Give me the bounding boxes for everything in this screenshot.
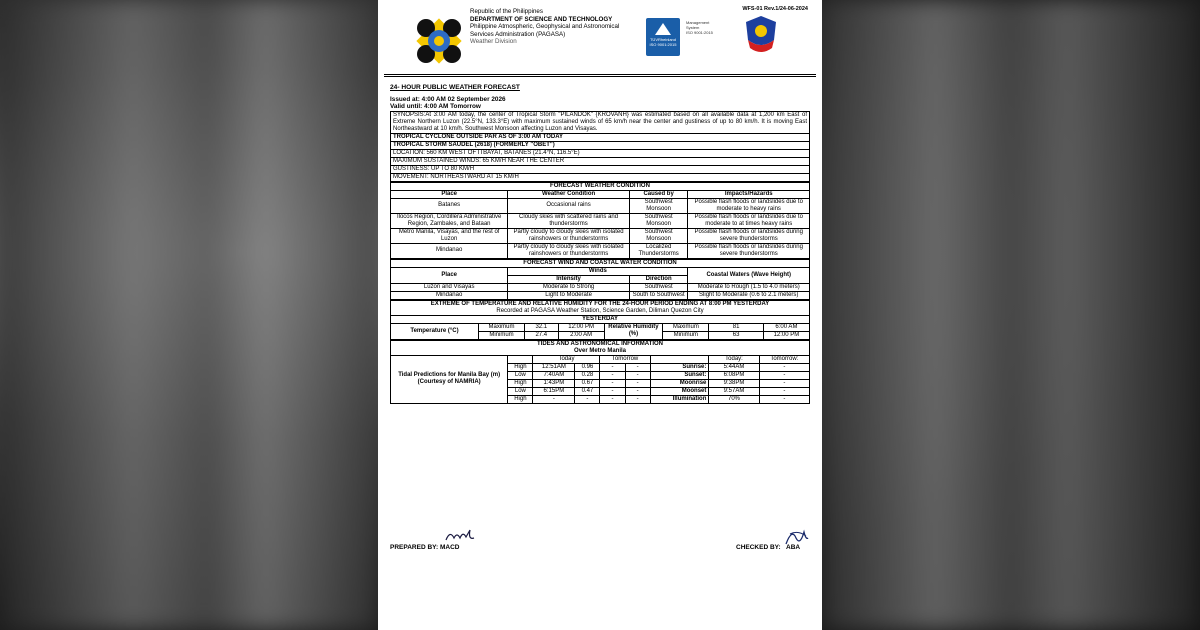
table-row <box>391 243 810 258</box>
tide-tom-time: - <box>600 395 625 403</box>
astro-today: 9:38PM <box>709 379 759 387</box>
tide-type: High <box>508 395 533 403</box>
tide-today-header: Today <box>533 355 600 363</box>
tide-height: - <box>575 395 600 403</box>
astro-today-header: Today: <box>709 355 759 363</box>
temperature-label: Temperature (°C) <box>391 323 479 339</box>
cell-weather: Cloudy skies with scattered rains and thunderstorms <box>508 213 630 228</box>
cell-impact: Possible flash floods or landslides during severe thunderstorms <box>688 243 810 258</box>
astro-today: 5:44AM <box>709 363 759 371</box>
wind-col-coastal: Coastal Waters (Wave Height) <box>688 267 810 283</box>
rh-max-value: 81 <box>709 323 763 331</box>
checked-by-name: ABA <box>786 544 801 551</box>
tide-tom-height: - <box>625 379 650 387</box>
tide-tom-height: - <box>625 371 650 379</box>
mgmt-line-3: ISO 9001:2015 <box>686 30 713 35</box>
wind-heading: FORECAST WIND AND COASTAL WATER CONDITION <box>391 259 810 267</box>
prepared-by-name: MACD <box>440 544 460 551</box>
astro-label: Sunrise: <box>650 363 709 371</box>
republic-line: Republic of the Philippines <box>470 8 543 15</box>
cell-place: Metro Manila, Visayas, and the rest of Luzon <box>391 228 508 243</box>
cell-cause: Localized Thunderstorms <box>629 243 688 258</box>
tuv-label: TÜVRheinland <box>649 37 676 42</box>
cell-intensity: Light to Moderate <box>508 291 630 299</box>
blurred-background-left <box>0 0 378 630</box>
document-header <box>384 2 814 72</box>
tide-tom-time: - <box>600 379 625 387</box>
tide-time: 1:43PM <box>533 379 575 387</box>
tides-heading-text: TIDES AND ASTRONOMICAL INFORMATION <box>537 340 663 347</box>
tides-heading <box>391 340 810 355</box>
agency-block <box>470 8 619 46</box>
yesterday-label: YESTERDAY <box>391 315 810 323</box>
astro-tomorrow: - <box>759 363 809 371</box>
management-system-label <box>686 20 713 35</box>
prepared-signature-icon <box>444 528 482 544</box>
col-weather: Weather Condition <box>508 190 630 198</box>
temp-min-value: 27.4 <box>525 331 559 339</box>
table-row <box>391 291 810 299</box>
mgmt-line-1: Management <box>686 20 710 25</box>
col-caused-by: Caused by <box>629 190 688 198</box>
cell-weather: Occasional rains <box>508 198 630 213</box>
humidity-label: Relative Humidity (%) <box>604 323 663 339</box>
wind-col-intensity: Intensity <box>508 275 630 283</box>
astro-tomorrow: - <box>759 371 809 379</box>
synopsis-text: SYNOPSIS:At 3:00 AM today, the center of Tropical Storm "PILANDOK" {KROVANH} was estimated based on all available data at 1,200 km East of Extreme Northern Luzon (22.5°N, 133.3°E) with maximum sustained winds of 65 km/h near the center and gustiness of up to 80 km/h. It is moving East Northeastward at 10 km/h. Southwest Monsoon affecting Luzon and Visayas. <box>391 111 810 133</box>
tide-time: 6:15PM <box>533 387 575 395</box>
cell-intensity: Moderate to Strong <box>508 283 630 291</box>
temp-max-label: Maximum <box>478 323 524 331</box>
tide-tom-time: - <box>600 363 625 371</box>
tide-height: 0.96 <box>575 363 600 371</box>
cell-impact: Possible flash floods or landslides due to moderate to at times heavy rains <box>688 213 810 228</box>
wind-col-direction: Direction <box>629 275 688 283</box>
header-divider <box>384 74 816 75</box>
division-line: Weather Division <box>470 38 517 46</box>
iso-label: ISO 9001:2015 <box>649 42 677 47</box>
agency-line-2: Services Administration (PAGASA) <box>470 30 566 38</box>
tc-max-winds: MAXIMUM SUSTAINED WINDS: 65 KM/H NEAR THE CENTER <box>391 157 810 165</box>
blurred-background-right <box>822 0 1200 630</box>
wind-col-winds: Winds <box>508 267 688 275</box>
tide-tom-time: - <box>600 387 625 395</box>
cell-direction: Southwest <box>629 283 688 291</box>
tide-type: High <box>508 363 533 371</box>
cell-cause: Southwest Monsoon <box>629 198 688 213</box>
temp-max-time: 12:00 PM <box>558 323 604 331</box>
astro-tomorrow: - <box>759 395 809 403</box>
astro-today: 9:57AM <box>709 387 759 395</box>
wind-coastal-table <box>390 259 810 300</box>
tc-gustiness: GUSTINESS: UP TO 80 KM/H <box>391 165 810 173</box>
signature-block <box>390 540 810 556</box>
rh-min-label: Minimum <box>663 331 709 339</box>
cell-direction: South to Southwest <box>629 291 688 299</box>
cell-cause: Southwest Monsoon <box>629 213 688 228</box>
col-impacts: Impacts/Hazards <box>688 190 810 198</box>
tide-tom-height: - <box>625 395 650 403</box>
forecast-document <box>378 0 822 630</box>
tide-height: 0.47 <box>575 387 600 395</box>
prepared-by-label: PREPARED BY: <box>390 544 439 551</box>
astro-today: 6:08PM <box>709 371 759 379</box>
temp-max-value: 32.1 <box>525 323 559 331</box>
astro-tomorrow-header: Tomorrow: <box>759 355 809 363</box>
mgmt-line-2: System <box>686 25 700 30</box>
cell-impact: Possible flash floods or landslides due to moderate to heavy rains <box>688 198 810 213</box>
agency-line-1: Philippine Atmospheric, Geophysical and Astronomical <box>470 23 620 31</box>
tide-time: - <box>533 395 575 403</box>
tc-name: TROPICAL STORM SAUDEL (2618) (FORMERLY "OBET") <box>391 141 810 149</box>
extremes-table <box>390 300 810 340</box>
astro-label: Illumination <box>650 395 709 403</box>
wind-col-place: Place <box>391 267 508 283</box>
document-title: 24- HOUR PUBLIC WEATHER FORECAST <box>390 84 520 91</box>
table-row <box>391 213 810 228</box>
tide-height: 0.28 <box>575 371 600 379</box>
cell-cause: Southwest Monsoon <box>629 228 688 243</box>
valid-until: Valid until: 4:00 AM Tomorrow <box>390 103 481 111</box>
tide-tom-time: - <box>600 371 625 379</box>
rh-min-value: 63 <box>709 331 763 339</box>
pagasa-logo-icon <box>414 16 464 66</box>
tuv-triangle-icon <box>655 23 671 35</box>
tide-tom-height: - <box>625 387 650 395</box>
tidal-predictions-label: Tidal Predictions for Manila Bay (m) (Courtesy of NAMRIA) <box>391 355 508 403</box>
tide-tomorrow-header: Tomorrow <box>600 355 650 363</box>
tide-type: High <box>508 379 533 387</box>
forecast-weather-table <box>390 182 810 259</box>
rh-max-label: Maximum <box>663 323 709 331</box>
tuv-certification-badge <box>646 18 680 56</box>
astro-today: 70% <box>709 395 759 403</box>
form-number: WFS-01 Rev.1/24-06-2024 <box>742 6 808 12</box>
astro-label: Moonset <box>650 387 709 395</box>
checked-by-label: CHECKED BY: <box>736 544 781 551</box>
header-divider-2 <box>384 76 816 77</box>
tide-tom-height: - <box>625 363 650 371</box>
checked-signature-icon <box>782 526 810 548</box>
astro-label: Moonrise <box>650 379 709 387</box>
rh-max-time: 6:00 AM <box>763 323 809 331</box>
cell-place: Luzon and Visayas <box>391 283 508 291</box>
cell-weather: Partly cloudy to cloudy skies with isolated rainshowers or thunderstorms <box>508 228 630 243</box>
cell-wave: Moderate to Rough (1.5 to 4.0 meters) <box>688 283 810 291</box>
cell-impact: Possible flash floods or landslides during severe thunderstorms <box>688 228 810 243</box>
cell-place: Mindanao <box>391 291 508 299</box>
department-line: DEPARTMENT OF SCIENCE AND TECHNOLOGY <box>470 15 613 23</box>
table-row <box>391 198 810 213</box>
extremes-heading-text: EXTREME OF TEMPERATURE AND RELATIVE HUMIDITY FOR THE 24-HOUR PERIOD ENDING AT 8:00 PM YESTERDAY <box>430 300 770 307</box>
tc-movement: MOVEMENT: NORTHEASTWARD AT 15 KM/H <box>391 173 810 181</box>
extremes-subheading: Recorded at PAGASA Weather Station, Science Garden, Diliman Quezon City <box>496 307 704 314</box>
tides-subheading: Over Metro Manila <box>573 347 626 354</box>
cell-place: Batanes <box>391 198 508 213</box>
rh-min-time: 12:00 PM <box>763 331 809 339</box>
tide-time: 12:51AM <box>533 363 575 371</box>
tropical-cyclone-table <box>390 111 810 182</box>
astro-label: Sunset: <box>650 371 709 379</box>
cell-place: Mindanao <box>391 243 508 258</box>
tc-location: LOCATION: 560 KM WEST OF ITBAYAT, BATANES (21.4°N, 116.5°E) <box>391 149 810 157</box>
cell-place: Ilocos Region, Cordillera Administrative Region, Zambales, and Bataan <box>391 213 508 228</box>
forecast-heading: FORECAST WEATHER CONDITION <box>391 182 810 190</box>
tc-outside-par-header: TROPICAL CYCLONE OUTSIDE PAR AS OF 3:00 AM TODAY <box>391 133 810 141</box>
table-row <box>391 228 810 243</box>
astro-tomorrow: - <box>759 387 809 395</box>
extremes-heading <box>391 300 810 315</box>
document-body <box>390 84 810 404</box>
tide-height: 0.67 <box>575 379 600 387</box>
astro-tomorrow: - <box>759 379 809 387</box>
issued-time: Issued at: 4:00 AM 02 September 2026 <box>390 96 506 104</box>
tides-table <box>390 340 810 404</box>
bagong-pilipinas-logo-icon <box>738 14 784 64</box>
tide-type: Low <box>508 371 533 379</box>
cell-weather: Partly cloudy to cloudy skies with isolated rainshowers or thunderstorms <box>508 243 630 258</box>
tide-type: Low <box>508 387 533 395</box>
col-place: Place <box>391 190 508 198</box>
cell-wave: Slight to Moderate (0.6 to 2.1 meters) <box>688 291 810 299</box>
temp-min-time: 2:00 AM <box>558 331 604 339</box>
table-row <box>391 283 810 291</box>
tide-time: 7:40AM <box>533 371 575 379</box>
temp-min-label: Minimum <box>478 331 524 339</box>
